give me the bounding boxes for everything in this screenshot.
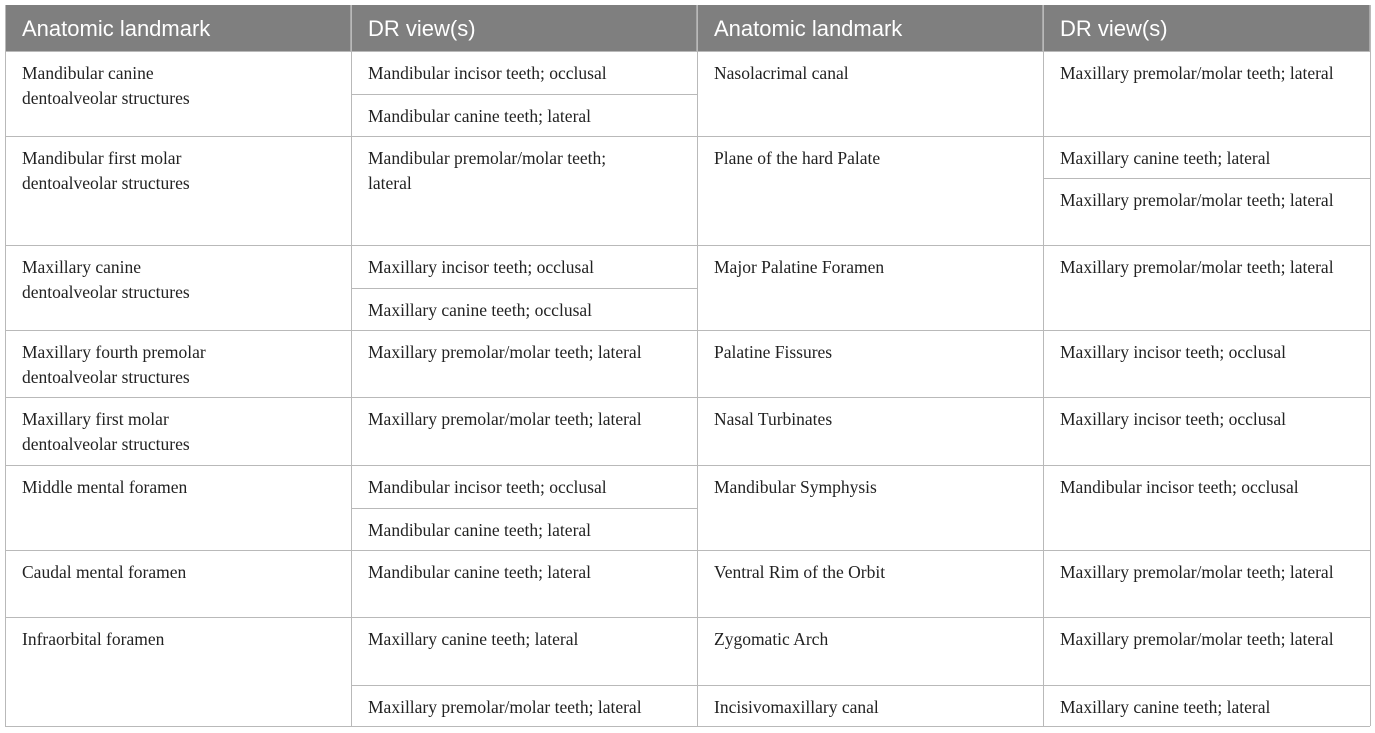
table-cell: Maxillary incisor teeth; occlusal — [1060, 342, 1286, 362]
table-cell: Mandibular incisor teeth; occlusal — [368, 477, 607, 497]
sub-divider — [351, 685, 697, 686]
table-cell: Maxillary premolar/molar teeth; lateral — [368, 697, 642, 717]
row-divider — [5, 330, 1370, 331]
table-cell: Mandibular incisor teeth; occlusal — [1060, 477, 1299, 497]
header-cell: DR view(s) — [1043, 5, 1370, 51]
table-cell: Maxillary canine teeth; occlusal — [368, 300, 593, 320]
table-cell: Nasolacrimal canal — [714, 63, 849, 83]
header-cell: Anatomic landmark — [697, 5, 1043, 51]
table-cell: Major Palatine Foramen — [714, 257, 885, 277]
col-divider — [5, 5, 6, 726]
table-cell: Maxillary incisor teeth; occlusal — [368, 257, 594, 277]
sub-divider — [1043, 685, 1370, 686]
col-divider — [351, 5, 352, 726]
sub-divider — [351, 288, 697, 289]
table-cell: Maxillary incisor teeth; occlusal — [1060, 409, 1286, 429]
table-cell: Maxillary canine dentoalveolar structures — [22, 257, 190, 302]
table-cell: Mandibular canine teeth; lateral — [368, 520, 592, 540]
row-divider — [5, 136, 1370, 137]
table-cell: Mandibular premolar/molar teeth; lateral — [368, 148, 607, 193]
col-divider — [1370, 5, 1371, 726]
table-cell: Plane of the hard Palate — [714, 148, 881, 168]
table-cell: Maxillary canine teeth; lateral — [368, 629, 579, 649]
table-cell: Maxillary first molar dentoalveolar structures — [22, 409, 190, 454]
table-cell: Mandibular incisor teeth; occlusal — [368, 63, 607, 83]
table-cell: Palatine Fissures — [714, 342, 833, 362]
sub-divider — [1043, 178, 1370, 179]
col-divider — [697, 5, 698, 726]
row-divider — [5, 245, 1370, 246]
table-cell: Middle mental foramen — [22, 477, 188, 497]
row-divider — [5, 465, 1370, 466]
col-divider — [1043, 5, 1044, 726]
table-cell: Maxillary premolar/molar teeth; lateral — [1060, 562, 1334, 582]
sub-divider — [697, 685, 1043, 686]
row-divider — [5, 397, 1370, 398]
header-cell: DR view(s) — [351, 5, 697, 51]
table-cell: Mandibular canine dentoalveolar structures — [22, 63, 190, 108]
table-cell: Mandibular Symphysis — [714, 477, 877, 497]
table-cell: Maxillary premolar/molar teeth; lateral — [1060, 63, 1334, 83]
table-cell: Nasal Turbinates — [714, 409, 833, 429]
table-cell: Maxillary premolar/molar teeth; lateral — [368, 342, 642, 362]
table-cell: Maxillary canine teeth; lateral — [1060, 697, 1271, 717]
row-divider — [5, 617, 1370, 618]
row-divider — [5, 550, 1370, 551]
header-cell: Anatomic landmark — [5, 5, 351, 51]
table-cell: Mandibular canine teeth; lateral — [368, 562, 592, 582]
table-cell: Ventral Rim of the Orbit — [714, 562, 886, 582]
table-cell: Maxillary premolar/molar teeth; lateral — [368, 409, 642, 429]
table-cell: Maxillary premolar/molar teeth; lateral — [1060, 629, 1334, 649]
table-cell: Maxillary canine teeth; lateral — [1060, 148, 1271, 168]
table-cell: Maxillary fourth premolar dentoalveolar structures — [22, 342, 206, 387]
table-cell: Infraorbital foramen — [22, 629, 165, 649]
table-cell: Maxillary premolar/molar teeth; lateral — [1060, 190, 1334, 210]
table-cell: Incisivomaxillary canal — [714, 697, 879, 717]
table-cell: Mandibular canine teeth; lateral — [368, 106, 592, 126]
table-cell: Caudal mental foramen — [22, 562, 187, 582]
sub-divider — [351, 508, 697, 509]
row-divider — [5, 51, 1370, 52]
table-cell: Zygomatic Arch — [714, 629, 829, 649]
table-cell: Mandibular first molar dentoalveolar structures — [22, 148, 190, 193]
table-cell: Maxillary premolar/molar teeth; lateral — [1060, 257, 1334, 277]
sub-divider — [351, 94, 697, 95]
row-divider — [5, 726, 1370, 727]
